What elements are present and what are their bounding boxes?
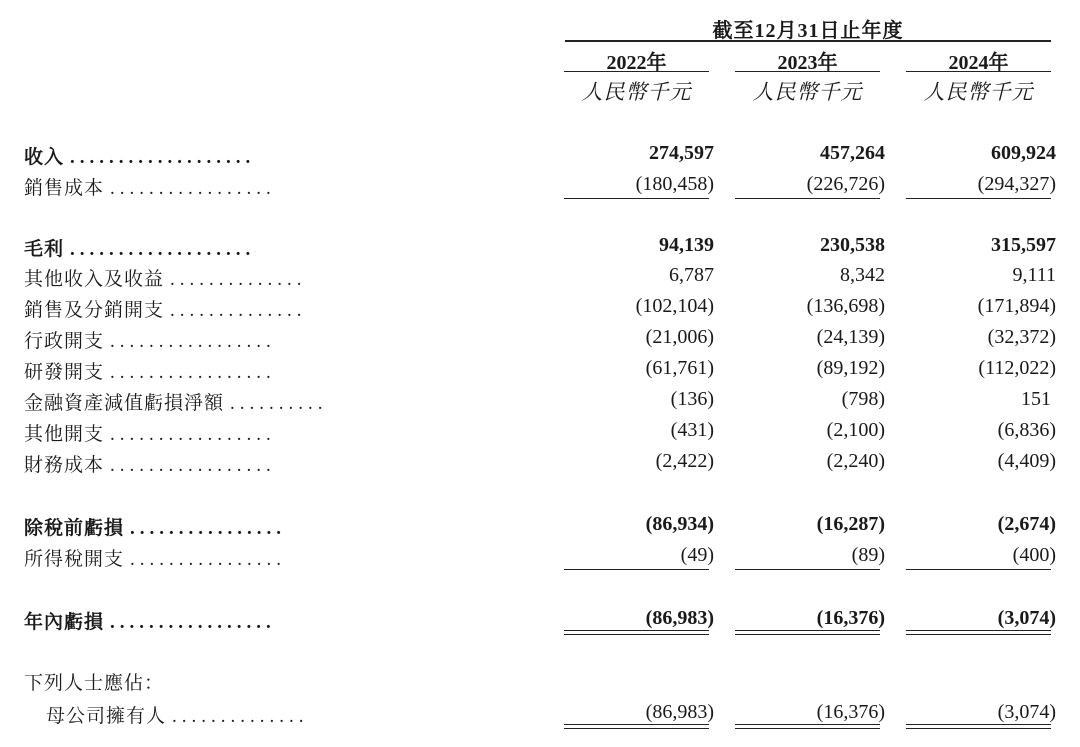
admin-expenses-2022: (21,006) [645,326,714,348]
year-2023-heading: 2023年 [777,52,838,74]
owners-of-parent-2024: (3,074) [997,701,1056,723]
subtotal-rule-2022 [564,198,709,199]
gross-profit-2023: 230,538 [820,234,885,256]
tax-rule-2022 [564,569,709,570]
other-income-2022: 6,787 [669,264,714,286]
year-2024-rule [906,71,1051,72]
finance-costs-2022: (2,422) [655,450,714,472]
double-rule-2022 [564,630,709,635]
double-rule-2024 [906,630,1051,635]
double-rule-bottom-2022 [564,724,709,729]
other-expenses-2022: (431) [670,419,714,441]
impairment-losses-2022: (136) [670,388,714,410]
selling-expenses-2022: (102,104) [635,295,714,317]
rd-expenses-2023: (89,192) [816,357,885,379]
selling-expenses-2024: (171,894) [977,295,1056,317]
cost-of-sales-2022: (180,458) [635,173,714,195]
loss-for-year-2022: (86,983) [645,607,714,629]
other-income-2024: 9,111 [1012,264,1056,286]
unit-label-2024: 人民幣千元 [923,80,1034,104]
revenue-2024: 609,924 [991,142,1056,164]
year-2022-heading: 2022年 [606,52,667,74]
row-label-revenue: 收入 ................... [24,147,256,168]
period-rule [565,40,1051,42]
row-label-other-income: 其他收入及收益 .............. [24,269,307,290]
double-rule-2023 [735,630,880,635]
row-label-admin-expenses: 行政開支 ................. [24,331,276,352]
finance-costs-2024: (4,409) [997,450,1056,472]
finance-costs-2023: (2,240) [826,450,885,472]
rd-expenses-2022: (61,761) [645,357,714,379]
loss-before-tax-2024: (2,674) [997,513,1056,535]
gross-profit-2024: 315,597 [991,234,1056,256]
owners-of-parent-2023: (16,376) [816,701,885,723]
other-income-2023: 8,342 [840,264,885,286]
double-rule-bottom-2023 [735,724,880,729]
year-2024-heading: 2024年 [948,52,1009,74]
gross-profit-2022: 94,139 [659,234,714,256]
subtotal-rule-2023 [735,198,880,199]
double-rule-bottom-2024 [906,724,1051,729]
row-label-other-expenses: 其他開支 ................. [24,424,276,445]
row-label-income-tax: 所得稅開支 ................ [24,549,287,570]
year-2022-rule [564,71,709,72]
other-expenses-2024: (6,836) [997,419,1056,441]
rd-expenses-2024: (112,022) [978,357,1056,379]
row-label-owners-of-parent: 母公司擁有人 .............. [46,706,309,727]
loss-for-year-2024: (3,074) [997,607,1056,629]
tax-rule-2023 [735,569,880,570]
selling-expenses-2023: (136,698) [806,295,885,317]
tax-rule-2024 [906,569,1051,570]
loss-before-tax-2023: (16,287) [816,513,885,535]
row-label-gross-profit: 毛利 ................... [24,239,256,260]
cost-of-sales-2024: (294,327) [977,173,1056,195]
subtotal-rule-2024 [906,198,1051,199]
unit-label-2022: 人民幣千元 [581,80,692,104]
row-label-loss-before-tax: 除稅前虧損 ................ [24,518,287,539]
row-label-cost-of-sales: 銷售成本 ................. [24,178,276,199]
loss-for-year-2023: (16,376) [816,607,885,629]
row-label-loss-for-year: 年內虧損 ................. [24,612,276,633]
row-label-selling-expenses: 銷售及分銷開支 .............. [24,300,307,321]
revenue-2022: 274,597 [649,142,714,164]
row-label-attributable-to: 下列人士應佔： [24,673,165,694]
cost-of-sales-2023: (226,726) [806,173,885,195]
revenue-2023: 457,264 [820,142,885,164]
income-tax-2022: (49) [680,544,714,566]
owners-of-parent-2022: (86,983) [645,701,714,723]
unit-label-2023: 人民幣千元 [752,80,863,104]
impairment-losses-2024: 151 [1021,388,1051,410]
row-label-rd-expenses: 研發開支 ................. [24,362,276,383]
admin-expenses-2024: (32,372) [987,326,1056,348]
row-label-impairment-losses: 金融資產減值虧損淨額 .......... [24,393,328,414]
other-expenses-2023: (2,100) [826,419,885,441]
income-tax-2023: (89) [851,544,885,566]
impairment-losses-2023: (798) [841,388,885,410]
period-heading: 截至12月31日止年度 [712,20,904,42]
income-tax-2024: (400) [1012,544,1056,566]
admin-expenses-2023: (24,139) [816,326,885,348]
row-label-finance-costs: 財務成本 ................. [24,455,276,476]
year-2023-rule [735,71,880,72]
loss-before-tax-2022: (86,934) [645,513,714,535]
